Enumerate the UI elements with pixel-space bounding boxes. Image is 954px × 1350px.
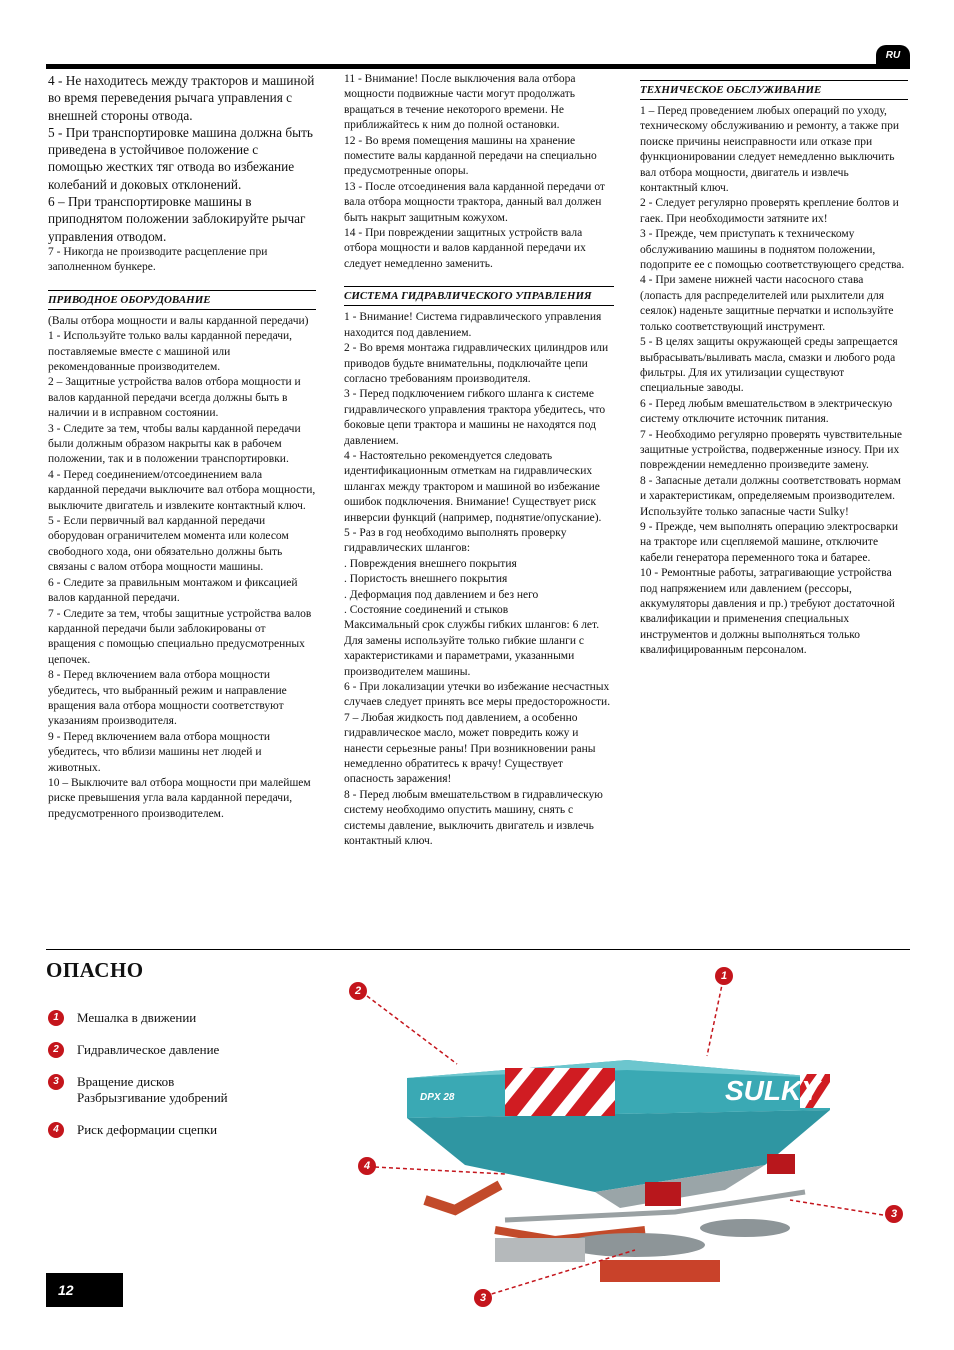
paragraph: 14 - При повреждении защитных устройств вала отбора мощности и валов карданной передачи их следует немедленно заменить.: [344, 227, 586, 270]
spreader-drawing: [345, 960, 910, 1310]
paragraph: 3 - Перед подключением гибкого шланга к системе гидравлического управления трактора убедитесь, что боковые цепи трактора и машины не находятся под давлением.: [344, 388, 606, 447]
legend-item: [48, 1010, 328, 1026]
paragraph: 4 - Настоятельно рекомендуется следовать идентификационным отметкам на гидравлических шлангах между трактором и машиной во избежание ошибок подключения. Внимание! Существует риск инверсии функций (например, поднятие/опускание).: [344, 449, 602, 524]
legend-item: [48, 1042, 328, 1058]
paragraph: 11 - Внимание! После выключения вала отбора мощности подвижные части могут продолжать вращаться в течение некоторого времени. Не приближайтесь к ним до полной остановки.: [344, 73, 576, 132]
paragraph: 8 - Перед любым вмешательством в гидравлическую систему необходимо опустить машину, снять с системы давление, выключить двигатель и извлечь контактный ключ.: [344, 788, 603, 848]
callout-line: [707, 980, 723, 1056]
legend-text: Разбрызгивание удобрений: [77, 1090, 228, 1105]
col1-intro: [48, 72, 316, 245]
paragraph: 13 - После отсоединения вала карданной передачи от вала отбора мощности трактора, данный вал должен быть накрыт защитным кожухом.: [344, 180, 605, 224]
danger-heading: ОПАСНО: [46, 958, 144, 982]
paragraph: 5 - В целях защиты окружающей среды запрещается выбрасывать/выливать масла, смазки и любого рода фильтры. Для их утилизации существуют специальные заводы.: [640, 336, 898, 395]
section-title-hydraulics: СИСТЕМА ГИДРАВЛИЧЕСКОГО УПРАВЛЕНИЯ: [344, 286, 614, 306]
paragraph: 5 - Раз в год необходимо выполнять проверку гидравлических шлангов:: [344, 526, 567, 555]
warning-stripes-left: [505, 1068, 615, 1116]
paragraph: 7 – Любая жидкость под давлением, а особенно гидравлическое масло, может повредить кожу и нанести серьезные раны! При возникновении раны немедленно обратитесь к врачу! Существует опасность заражения!: [344, 711, 596, 786]
language-badge: RU: [876, 45, 910, 67]
paragraph: 2 – Защитные устройства валов отбора мощности и валов карданной передачи всегда должны быть в наличии и в исправном состоянии.: [48, 376, 301, 420]
tail-light: [767, 1154, 795, 1174]
paragraph: . Состояние соединений и стыков: [344, 604, 509, 616]
legend-item: [48, 1074, 328, 1106]
paragraph: 10 - Ремонтные работы, затрагивающие устройства под напряжением или давлением (рессоры, аккумуляторы давления и пр.) требуют достаточной квалификации и применения специальных инструментов и должны выполняться только квалифицированным персоналом.: [640, 567, 895, 657]
callout-badge-icon: 2: [349, 982, 367, 1000]
paragraph: 7 - Никогда не производите расцепление при заполненном бункере.: [48, 245, 268, 274]
paragraph: 9 - Перед включением вала отбора мощности убедитесь, что вблизи машины нет людей и животных.: [48, 730, 271, 774]
spreader-illustration: [345, 960, 910, 1310]
top-rule: [46, 64, 910, 69]
paragraph: 9 - Прежде, чем выполнять операцию электросварки на тракторе или сцепляемой машине, отключите кабели генератора переменного тока и батарее.: [640, 520, 898, 564]
paragraph: 3 - Прежде, чем приступать к техническому обслуживанию машины в поднятом положении, подоприте ее с помощью соответствующего средства.: [640, 228, 905, 272]
spread-disc: [700, 1219, 790, 1237]
paragraph: 5 - При транспортировке машина должна быть приведена в устойчивое положение с помощью жестких тяг отвода во избежание колебаний и доковых отклонений.: [48, 124, 313, 192]
number-badge-icon: 2: [48, 1042, 64, 1058]
hitch-plate: [495, 1238, 585, 1262]
legend-text: Гидравлическое давление: [77, 1042, 220, 1057]
paragraph: 2 - Следует регулярно проверять крепление болтов и гаек. При необходимости затяните их!: [640, 197, 899, 225]
paragraph: 7 - Следите за тем, чтобы защитные устройства валов карданной передачи были заблокированы от вращения с помощью специально предусмотренных цепочек.: [48, 607, 312, 666]
column-1: [48, 72, 316, 822]
paragraph: 8 - Запасные детали должны соответствовать нормам и характеристикам, определяемым производителем. Используйте только запасные части Sulky!: [640, 474, 901, 518]
section-divider: [46, 949, 910, 950]
spread-disc: [565, 1233, 705, 1257]
paragraph: 1 - Используйте только валы карданной передачи, поставляемые вместе с машиной или рекомендованные производителем.: [48, 330, 293, 373]
paragraph: 4 - При замене нижней части насосного става (лопасть для распределителей или рыхлители для сеялок) наденьте защитные перчатки и используйте только соответствующий инструмент.: [640, 274, 894, 333]
hopper-funnel: [407, 1110, 830, 1192]
paragraph: 5 - Если первичный вал карданной передачи оборудован ограничителем момента или колесом свободного хода, они обязательно должны быть связаны с валом отбора мощности машины.: [48, 515, 289, 574]
paragraph: 10 – Выключите вал отбора мощности при малейшем риске превышения угла вала карданной передачи, предусмотренного производителем.: [48, 776, 311, 820]
callout-badge-icon: 3: [474, 1289, 492, 1307]
paragraph: 4 - Не находитесь между тракторов и машиной во время переведения рычага управления с внешней стороны отвода.: [48, 73, 315, 123]
callout-badge-icon: 1: [715, 967, 733, 985]
frame-base: [600, 1260, 720, 1282]
column-3: [640, 72, 908, 659]
paragraph: 4 - Перед соединением/отсоединением вала карданной передачи выключите вал отбора мощности, выключите двигатель и извлеките контактный ключ.: [48, 468, 316, 512]
paragraph: 1 – Перед проведением любых операций по уходу, техническому обслуживанию и ремонту, а также при поиске причины неисправности или отказе при функционировании следует немедленно выключить вал отбора мощности, двигатель и извлечь контактный ключ.: [640, 105, 900, 195]
paragraph: 2 - Во время монтажа гидравлических цилиндров или приводов будьте внимательны, подключайте цепи согласно требованиям производителя.: [344, 342, 609, 385]
section-title-maintenance: ТЕХНИЧЕСКОЕ ОБСЛУЖИВАНИЕ: [640, 80, 908, 100]
paragraph: (Валы отбора мощности и валы карданной передачи): [48, 314, 309, 327]
paragraph: 6 – При транспортировке машины в приподнятом положении заблокируйте рычаг управления отводом.: [48, 194, 306, 244]
callout-line: [367, 996, 457, 1064]
paragraph: 7 - Необходимо регулярно проверять чувствительные защитные устройства, подверженные износу. При их повреждении немедленно произведите замену.: [640, 428, 902, 472]
paragraph: . Повреждения внешнего покрытия: [344, 557, 517, 570]
paragraph: 3 - Следите за тем, чтобы валы карданной передачи были должным образом накрыты как в рабочем положении, так и в положении транспортировки.: [48, 422, 301, 466]
callout-line: [790, 1200, 883, 1215]
paragraph: . Деформация под давлением и без него: [344, 588, 539, 601]
paragraph: 12 - Во время помещения машины на хранение поместите валы карданной передачи на специально предусмотренные опоры.: [344, 134, 597, 178]
danger-legend: [48, 1010, 328, 1154]
callout-badge-icon: 3: [885, 1205, 903, 1223]
paragraph: 6 - Следите за правильным монтажом и фиксацией валов карданной передачи.: [48, 576, 298, 605]
column-2: [344, 72, 614, 850]
paragraph: 6 - Перед любым вмешательством в электрическую систему отключите источник питания.: [640, 397, 893, 426]
legend-text: Вращение дисков: [77, 1074, 175, 1089]
number-badge-icon: 1: [48, 1010, 64, 1026]
page-number: 12: [46, 1273, 123, 1307]
number-badge-icon: 3: [48, 1074, 64, 1090]
number-badge-icon: 4: [48, 1122, 64, 1138]
frame-left: [425, 1185, 500, 1210]
paragraph: 8 - Перед включением вала отбора мощности убедитесь, что выбранный режим и направление вращения вала отбора мощности соответствуют указаниям производителя.: [48, 669, 287, 728]
legend-text: Мешалка в движении: [77, 1010, 197, 1025]
callout-badge-icon: 4: [358, 1157, 376, 1175]
tail-light: [645, 1182, 681, 1206]
paragraph: 6 - При локализации утечки во избежание несчастных случаев следует принять все меры предосторожности.: [344, 681, 611, 709]
section-title-drive: ПРИВОДНОЕ ОБОРУДОВАНИЕ: [48, 290, 316, 310]
paragraph: Максимальный срок службы гибких шлангов: 6 лет. Для замены используйте только гибкие шланги с характеристиками и параметрами, указанными производителем машины.: [344, 619, 600, 678]
paragraph: . Пористость внешнего покрытия: [344, 573, 508, 586]
legend-text: Риск деформации сцепки: [77, 1122, 218, 1137]
brand-logo: SULKY: [725, 1075, 820, 1106]
legend-item: [48, 1122, 328, 1138]
model-label: DPX 28: [420, 1092, 455, 1103]
paragraph: 1 - Внимание! Система гидравлического управления находится под давлением.: [344, 311, 602, 339]
